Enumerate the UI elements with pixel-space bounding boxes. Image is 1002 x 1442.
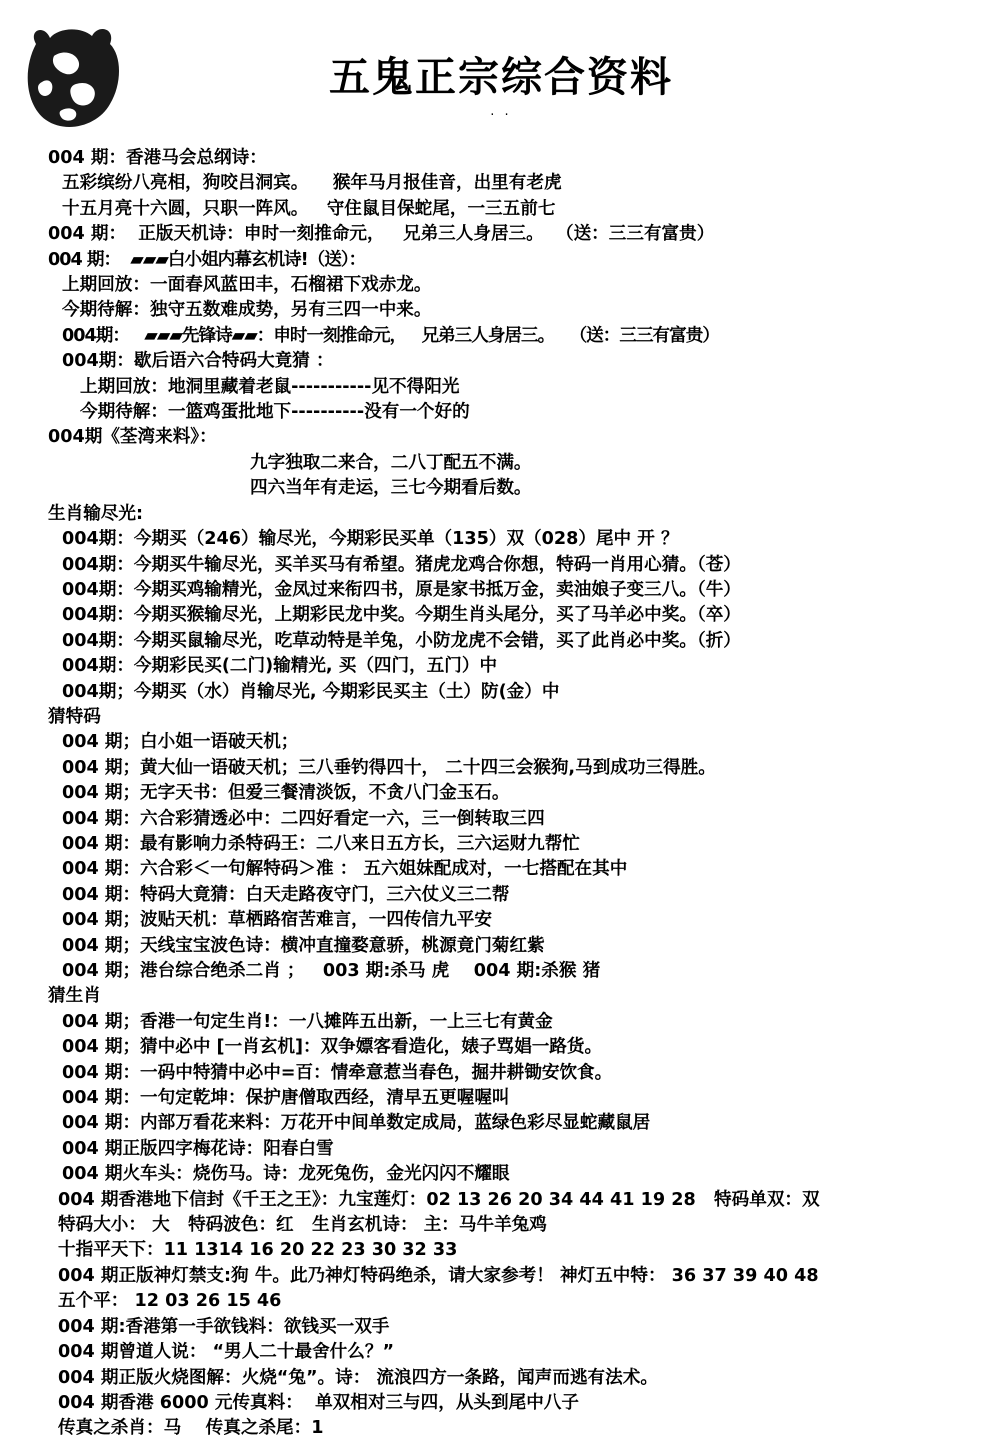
text-line: 004 期:香港第一手欲钱料：欲钱买一双手 [58,1316,390,1337]
text-line: 004 期；猜中必中 [一肖玄机]：双争嫖客看造化，婊子骂娼一路货。 [62,1037,603,1058]
text-line: 004 期：六合彩＜一句解特码＞准 ： 五六姐妹配成对，一七搭配在其中 [62,859,628,880]
text-line: 上期回放：一面春风蓝田丰，石榴裙下戏赤龙。 [62,275,432,296]
text-line: 004 期：最有影响力杀特码王：二八来日五方长，三六运财九帮忙 [62,833,580,854]
text-line: 004 期：六合彩猜透必中：二四好看定一六，三一倒转取三四 [62,808,545,829]
text-line: 十指平天下：11 1314 16 20 22 23 30 32 33 [58,1240,458,1261]
text-line: 004 期：内部万看花来料：万花开中间单数定成局，蓝绿色彩尽显蛇藏鼠居 [62,1113,651,1134]
document-body [0,146,1002,1442]
text-line: 004 期；天线宝宝波色诗：横冲直撞婺意骄，桃源竟门菊红紫 [62,935,545,956]
text-line: 四六当年有走运，三七今期看后数。 [250,478,532,499]
text-line: 004 期曾道人说： “男人二十最舍什么？” [58,1342,395,1363]
text-line: 004 期香港地下信封《千王之王》：九宝莲灯：02 13 26 20 34 44 41 19 28 特码单双：双 [58,1189,820,1210]
title-dots: · · [490,108,512,123]
section-heading: 生肖输尽光: [48,503,144,524]
text-line: 004 期：特码大竟猜：白天走路夜守门，三六仗义三二帮 [62,884,510,905]
text-line: 今期待解：独守五数难成势，另有三四一中来。 [62,300,432,321]
text-line: 004 期正版神灯禁支:狗 牛。此乃神灯特码绝杀，请大家参考！ 神灯五中特： 36 37 39 40 48 [58,1265,819,1286]
text-line: 004 期；黄大仙一语破天机；三八垂钓得四十， 二十四三会猴狗,马到成功三得胜。 [62,757,716,778]
text-line: 004期：今期买鼠输尽光，吃草动特是羊兔，小防龙虎不会错，买了此肖必中奖。（折） [62,630,741,651]
text-line: 004期；今期买（水）肖输尽光, 今期彩民买主（土）防(金）中 [62,681,560,702]
text-line: 九字独取二来合，二八丁配五不满。 [250,452,532,473]
text-line: 004 期；波贴天机：草栖路宿苦难言，一四传信九平安 [62,910,492,931]
text-line: 上期回放：地洞里藏着老鼠-----------见不得阳光 [80,376,460,397]
text-line: 004 期；白小姐一语破天机； [62,732,299,753]
text-line: 004期：今期买鸡输精光，金凤过来衔四书，原是家书抵万金，卖油娘子变三八。（牛） [62,579,741,600]
text-line: 004期：今期买牛输尽光，买羊买马有希望。猪虎龙鸡合你想，特码一肖用心猜。（苍） [62,554,741,575]
section-heading: 猜特码 [48,706,101,727]
text-line: 004 期香港 6000 元传真料： 单双相对三与四，从头到尾中八子 [58,1392,579,1413]
text-line: 004 期正版火烧图解：火烧“兔”。诗： 流浪四方一条路，闻声而逃有法术。 [58,1367,658,1388]
text-line: 004 期： 正版天机诗：申时一刻推命元， 兄弟三人身居三。 （送：三三有富贵） [48,224,715,245]
text-line: 004期《荃湾来料》： [48,427,217,448]
section-heading: 猜生肖 [48,986,101,1007]
text-line: 004期： ▰▰▰先锋诗▰▰：申时一刻推命元， 兄弟三人身居三。 （送：三三有富贵） [62,325,719,346]
text-line: 004 期：一句定乾坤：保护唐僧取西经，清早五更喔喔叫 [62,1088,510,1109]
document-header [0,0,1002,130]
text-line: 004 期火车头：烧伤马。诗：龙死兔伤，金光闪闪不耀眼 [62,1164,510,1185]
text-line: 传真之杀肖：马 传真之杀尾：1 [58,1418,324,1439]
text-line: 004 期；香港一句定生肖!：一八摊阵五出新，一上三七有黄金 [62,1011,553,1032]
text-line: 今期待解：一篮鸡蛋批地下----------没有一个好的 [80,402,470,423]
page-title: 五鬼正宗综合资料 [329,53,673,101]
text-line: 004 期；无字天书：但爱三餐清淡饭，不贪八门金玉石。 [62,783,510,804]
text-line: 004期：歇后语六合特码大竟猜 ： [62,351,334,372]
text-line: 十五月亮十六圆，只职一阵风。 守住鼠目保蛇尾，一三五前七 [62,198,556,219]
text-line: 004 期正版四字梅花诗：阳春白雪 [62,1138,334,1159]
text-line: 五彩缤纷八亮相，狗咬吕洞宾。 猴年马月报佳音，出里有老虎 [62,173,562,194]
text-line: 五个平： 12 03 26 15 46 [58,1291,282,1312]
text-line: 004期：今期买（246）输尽光，今期彩民买单（135）双（028）尾中 开 ？ [62,529,679,550]
text-line: 004 期：一码中特猜中必中=百：情牵意惹当春色，掘井耕锄安饮食。 [62,1062,613,1083]
text-line: 004期：今期彩民买(二门)输精光, 买（四门，五门）中 [62,656,498,677]
text-line: 004 期；港台综合绝杀二肖 ； 003 期:杀马 虎 004 期:杀猴 猪 [62,961,601,981]
text-line: 特码大小： 大 特码波色：红 生肖玄机诗： 主：马牛羊兔鸡 [58,1215,547,1236]
text-line: 004 期： ▰▰▰白小姐内幕玄机诗!（送）： [48,249,366,270]
text-line: 004 期：香港马会总纲诗： [48,148,267,168]
text-line: 004期：今期买猴输尽光，上期彩民龙中奖。今期生肖头尾分，买了马羊必中奖。（卒） [62,605,741,626]
